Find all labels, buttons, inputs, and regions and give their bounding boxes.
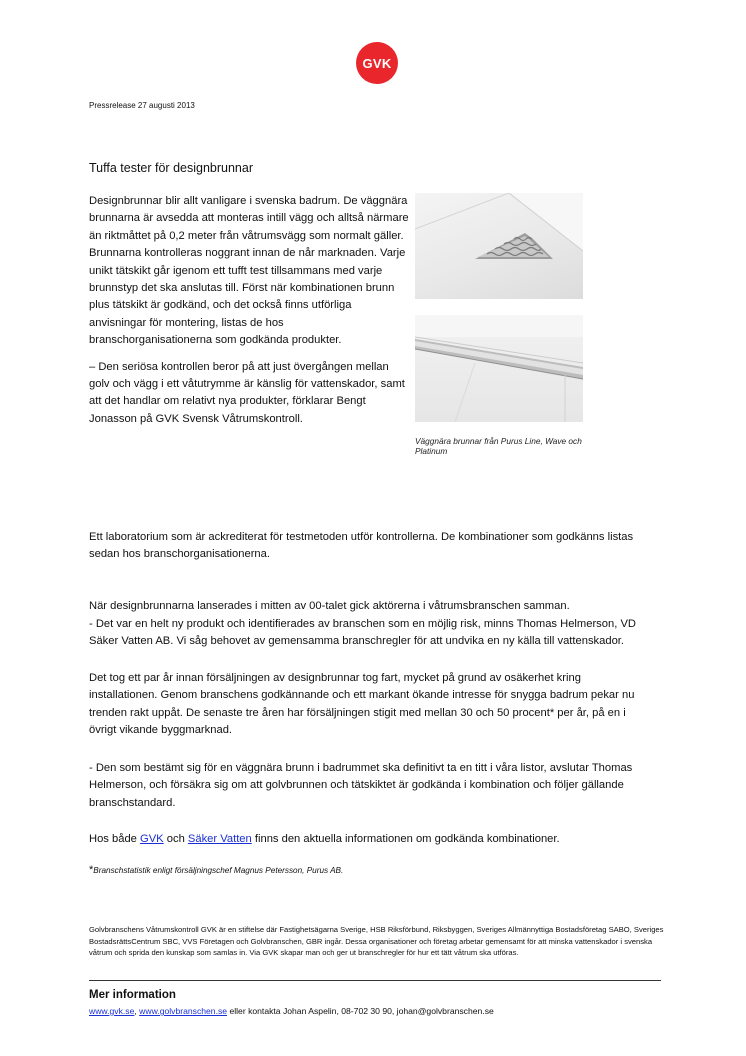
contact-text: eller kontakta Johan Aspelin, 08-702 30 90, johan@golvbranschen.se	[227, 1006, 494, 1016]
corner-drain-photo	[415, 193, 583, 299]
intro-paragraph: Designbrunnar blir allt vanligare i svenska badrum. De väggnära brunnarna är avsedda att monteras intill vägg och alltså närmare än riktmåttet på 0,2 meter från våtrumsvägg som normalt gäller. Brunnarna kontrolleras noggrant innan de når marknaden. Varje unikt tätskikt går igenom ett tufft test tillsammans med varje brunnstyp det ska anslutas till. Först när kombinationen brunn plus tätskikt är godkänd, och det också finns utförliga anvisningar för montering, listas de hos branschorganisationerna som godkända produkter.	[89, 195, 409, 347]
paragraph-links	[89, 831, 649, 848]
image-caption: Väggnära brunnar från Purus Line, Wave och Platinum	[415, 436, 582, 456]
golvbranschen-website-link[interactable]: www.golvbranschen.se	[139, 1006, 228, 1016]
paragraph-history	[89, 581, 649, 677]
paragraph-text: Det tog ett par år innan försäljningen av designbrunnar tog fart, mycket på grund av osäkerhet kring installationen. Genom branschens godkännande och ett markant ökande intresse för snygga badrum pekar nu trenden rakt uppåt. De senaste tre åren har försäljningen stigit med mellan 30 och 50 procent* per år, på en i övrigt vikande byggmarknad.	[89, 672, 635, 737]
more-info-heading: Mer information	[89, 989, 176, 1001]
gvk-link[interactable]: GVK	[140, 833, 164, 845]
left-column-text	[89, 193, 409, 437]
more-info-separator: ,	[134, 1006, 140, 1016]
footnote	[89, 864, 343, 876]
quote-paragraph: – Den seriösa kontrollen beror på att just övergången mellan golv och vägg i ett våtutrymme är känslig för vattenskador, samt att det handlar om relativt nya produkter, förklarar Bengt Jonasson på GVK Svensk Våtrumskontroll.	[89, 360, 405, 425]
links-middle: och	[163, 833, 188, 845]
paragraph-sales	[89, 670, 649, 749]
paragraph-text: När designbrunnarna lanserades i mitten av 00-talet gick aktörerna i våtrumsbranschen samman. - Det var en helt ny produkt och identifierades av branschen som en möjlig risk, minns Thomas Helmerson, VD Säker Vatten AB. Vi såg behovet av gemensamma branschregler för att undvika en ny källa till vattenskador.	[89, 600, 636, 648]
article-title: Tuffa tester för designbrunnar	[89, 161, 253, 175]
paragraph-closing-quote	[89, 760, 649, 821]
divider	[89, 980, 661, 981]
saker-vatten-link[interactable]: Säker Vatten	[187, 833, 252, 845]
footnote-text: Branschstatistik enligt försäljningschef Magnus Petersson, Purus AB.	[93, 866, 344, 875]
paragraph-text: Ett laboratorium som är ackrediterat för testmetoden utför kontrollerna. De kombinationer som godkänns listas sedan hos branschorganisationerna.	[89, 531, 634, 561]
gvk-website-link[interactable]: www.gvk.se	[89, 1006, 135, 1016]
organization-info: Golvbranschens Våtrumskontroll GVK är en stiftelse där Fastighetsägarna Sverige, HSB Riksförbund, Riksbyggen, Sveriges Allmännyttiga Bostadsföretag SABO, Sveriges BostadsrättsCentrum SBC, VVS Företagen och Golvbranschen, GBR ingår. Dessa organisationer och företag arbetar gemensamt för att minska vattenskador i svenska våtrum och sprida den kunskap som samlas in. Via GVK skapar man och ger ut branschregler för hur ett tätt våtrum ska utföras.	[89, 925, 664, 958]
line-drain-photo	[415, 315, 583, 422]
paragraph-text: - Den som bestämt sig för en väggnära brunn i badrummet ska definitivt ta en titt i våra listor, avslutar Thomas Helmerson, och försäkra sig om att golvbrunnen och tätskiktet är godkända i kombination och följer gällande branschstandard.	[89, 762, 633, 809]
more-info-line	[89, 1006, 494, 1016]
links-prefix: Hos både	[89, 833, 140, 845]
links-suffix: finns den aktuella informationen om godkända kombinationer.	[251, 833, 560, 845]
gvk-logo: GVK	[356, 42, 398, 84]
footnote-star: *	[89, 864, 94, 876]
press-release-date: Pressrelease 27 augusti 2013	[89, 101, 195, 110]
paragraph-laboratory	[89, 529, 649, 573]
